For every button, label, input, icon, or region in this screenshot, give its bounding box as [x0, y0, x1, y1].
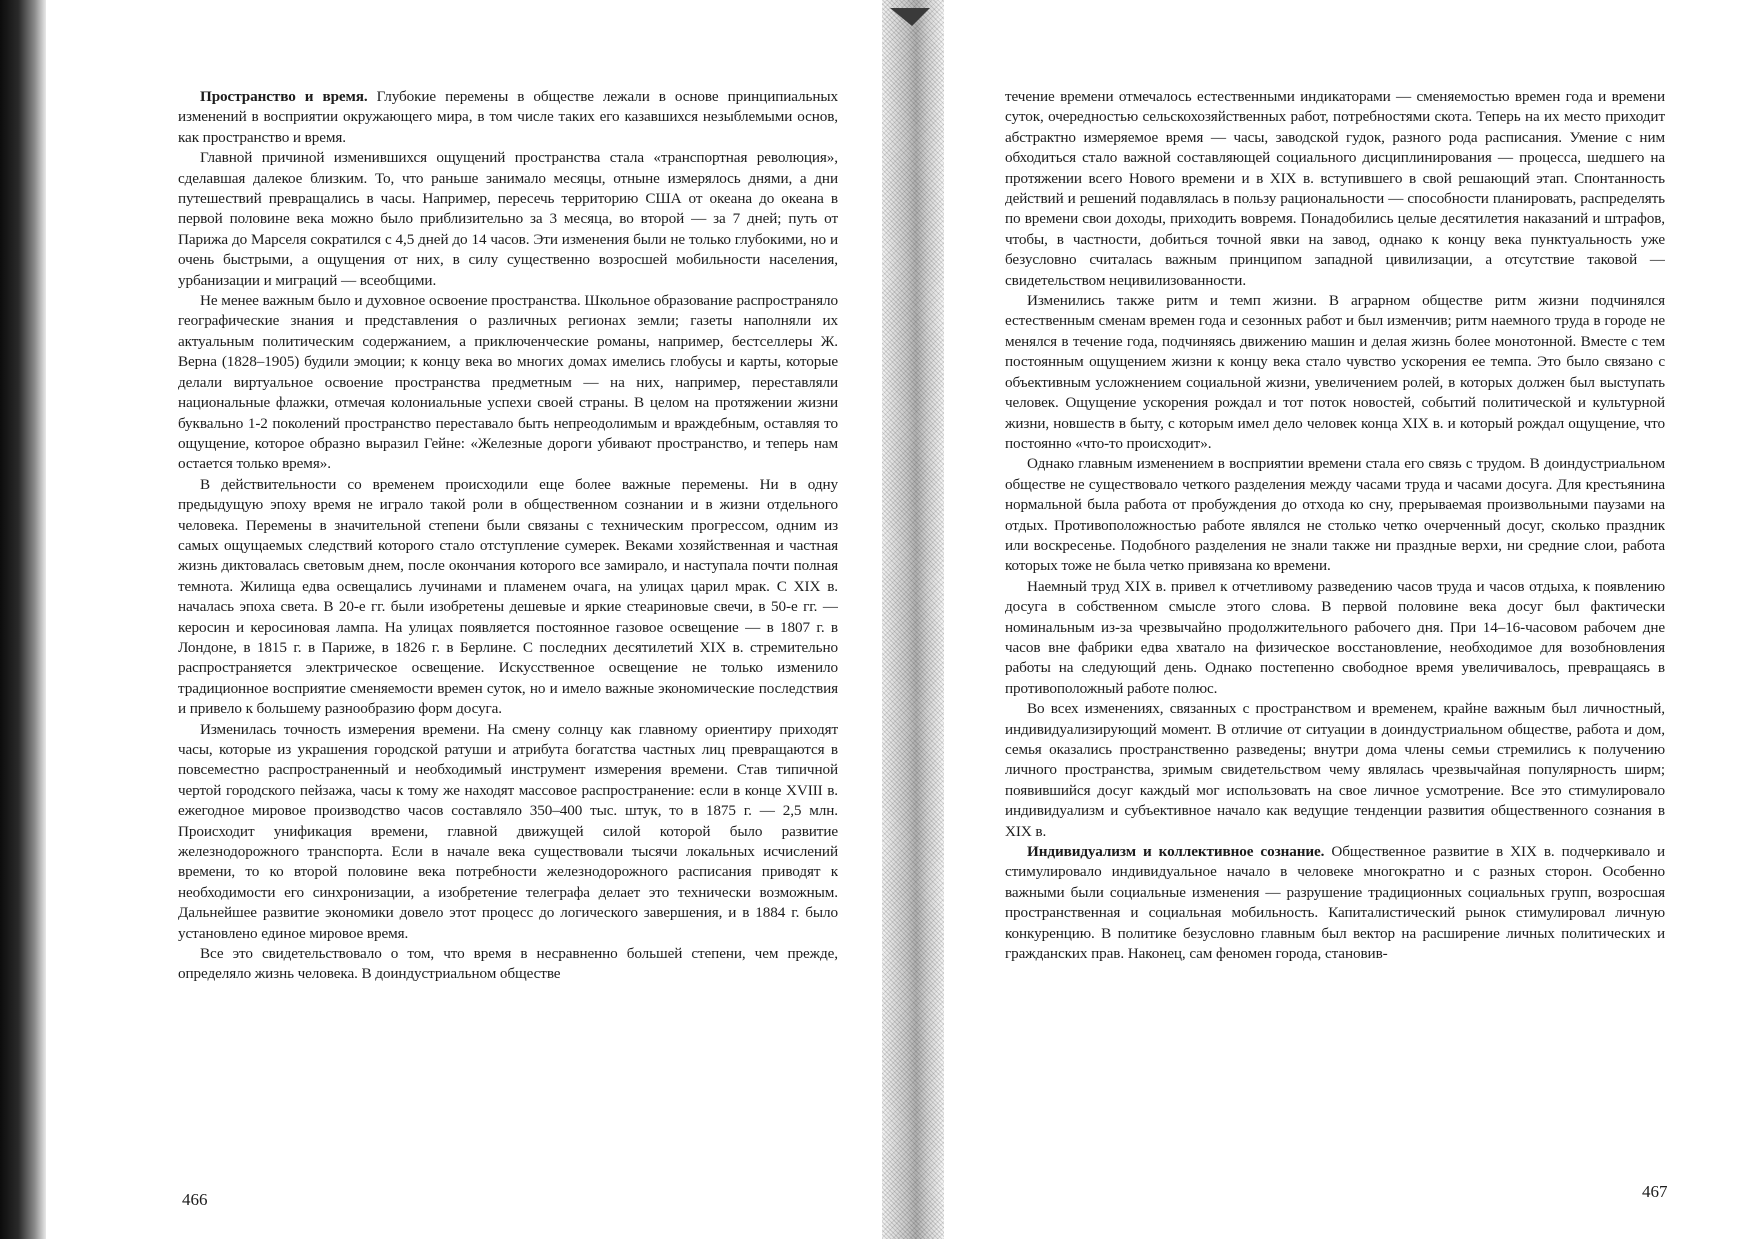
paragraph: Однако главным изменением в восприятии времени стала его связь с трудом. В доиндустриальном обществе не существовало четкого разделения между часами труда и часами досуга. Для крестьянина нормальной была работа от пробуждения до отхода ко сну, прерываемая произвольными паузами на отдых. Противоположностью работе являлся не столько четко очерченный досуг, сколько праздник или воскресенье. Подобного разделения не знали также ни праздные верхи, ни средние слои, работа которых тоже не была четко привязана ко времени.	[1005, 455, 1665, 575]
section-heading: Пространство и время.	[200, 88, 368, 105]
paragraph: Главной причиной изменившихся ощущений пространства стала «транспортная революция», сделавшая далекое близким. То, что раньше занимало месяцы, отныне измерялось днями, а дни путешествий превращались в часы. Например, пересечь территорию США от океана до океана в первой половине века можно было приблизительно за 3 месяца, во второй — за 7 дней; путь от Парижа до Марселя сократился с 4,5 дней до 14 часов. Эти изменения были не только глубокими, но и очень быстрыми, а ощущения от них, в силу существенно возросшей мобильности населения, урбанизации и миграций — всеобщими.	[178, 149, 838, 289]
paragraph: Индивидуализм и коллективное сознание. Общественное развитие в XIX в. подчеркивало и стимулировало индивидуальное начало в человеке многократно и с разных сторон. Особенно важными были социальные изменения — разрушение традиционных социальных групп, возросшая пространственная и социальная мобильность. Капиталистический рынок стимулировал личную конкуренцию. В политике безусловно главным был вектор на расширение личных политических и гражданских прав. Наконец, сам феномен города, становив-	[1005, 843, 1665, 963]
book-spine-shadow	[0, 0, 46, 1239]
paragraph: Не менее важным было и духовное освоение пространства. Школьное образование распространяло географические знания и представления о различных регионах земли; газеты наполняли их актуальным политическим содержанием, а приключенческие романы, например, бестселлеры Ж. Верна (1828–1905) будили эмоции; к концу века во многих домах имелись глобусы и карты, которые делали виртуальное освоение пространства предметным — на них, например, переставляли национальные флажки, отмечая колониальные успехи своей страны. В целом на протяжении жизни буквально 1-2 поколений пространство переставало быть непреодолимым и враждебным, оставляя то ощущение, которое образно выразил Гейне: «Железные дороги убивают пространство, и теперь нам остается только время».	[178, 292, 838, 473]
paragraph: Все это свидетельствовало о том, что время в несравненно большей степени, чем прежде, определяло жизнь человека. В доиндустриальном обществе	[178, 945, 838, 983]
paragraph: Пространство и время. Глубокие перемены в обществе лежали в основе принципиальных изменений в восприятии окружающего мира, в том числе таких его казавшихся незыблемыми основ, как пространство и время.	[178, 88, 838, 146]
paragraph: В действительности со временем происходили еще более важные перемены. Ни в одну предыдущую эпоху время не играло такой роли в общественном сознании и в жизни отдельного человека. Перемены в значительной степени были связаны с техническим прогрессом, одним из самых ощущаемых следствий которого стало отступление сумерек. Веками хозяйственная и частная жизнь диктовалась световым днем, после окончания которого все замирало, и наступала почти полная темнота. Жилища едва освещались лучинами и пламенем очага, на улицах царил мрак. С XIX в. началась эпоха света. В 20-е гг. были изобретены дешевые и яркие стеариновые свечи, в 50-е гг. — керосин и керосиновая лампа. На улицах появляется постоянное газовое освещение — в 1807 г. в Лондоне, в 1815 г. в Париже, в 1826 г. в Берлине. С последних десятилетий XIX в. стремительно распространяется электрическое освещение. Искусственное освещение не только изменило традиционное восприятие сменяемости времен суток, но и имело важные экономические последствия и привело к большему разнообразию форм досуга.	[178, 475, 838, 718]
book-gutter	[882, 0, 944, 1239]
paragraph: Изменились также ритм и темп жизни. В аграрном обществе ритм жизни подчинялся естественным сменам времен года и сезонных работ и был изменчив; ритм наемного труда в городе не менялся в течение года, подчиняясь движению машин и делая жизнь более монотонной. Вместе с тем постоянным ощущением жизни к концу века стало чувство ускорения ее темпа. Это было связано с объективным усложнением социальной жизни, увеличением ролей, в которых должен был выступать человек. Ощущение ускорения рождал и тот поток новостей, событий политической и культурной жизни, новшеств в быту, с которым имел дело человек конца XIX в. и который рождал ощущение, что постоянно «что-то происходит».	[1005, 292, 1665, 452]
page-number-right: 467	[1642, 1182, 1668, 1201]
right-page	[1005, 87, 1665, 1137]
section-heading: Индивидуализм и коллективное сознание.	[1027, 843, 1325, 861]
paragraph: течение времени отмечалось естественными индикаторами — сменяемостью времен года и времени суток, очередностью сельскохозяйственных работ, потребностями скота. Теперь на их место приходит абстрактно измеряемое время — часы, заводской гудок, разного рода расписания. Умение с ним обходиться стало важной составляющей социального дисциплинирования — процесса, шедшего на протяжении всего Нового времени и в XIX в. вступившего в свой решающий этап. Спонтанность действий и решений подавлялась в пользу рациональности — способности планировать, распределять по времени свои доходы, приходить вовремя. Понадобились целые десятилетия наказаний и штрафов, чтобы, в частности, добиться точной явки на завод, однако к концу века пунктуальность уже безусловно считалась важным принципом западной цивилизации, а отсутствие таковой — свидетельством нецивилизованности.	[1005, 88, 1665, 289]
paragraph: Во всех изменениях, связанных с пространством и временем, крайне важным был личностный, индивидуализирующий момент. В отличие от ситуации в доиндустриальном обществе, работа и дом, семья оказались пространственно разведены; внутри дома члены семьи стремились к получению личного пространства, зримым свидетельством чему являлась чрезвычайная популярность ширм; появившийся досуг каждый мог использовать на свое личное усмотрение. Все это стимулировало индивидуализм и субъективное начало как ведущие тенденции развития общественного сознания в XIX в.	[1005, 700, 1665, 840]
page-number-left: 466	[182, 1190, 208, 1209]
paragraph: Наемный труд XIX в. привел к отчетливому разведению часов труда и часов отдыха, к появлению досуга в собственном смысле этого слова. В первой половине века досуг был фактически номинальным из-за чрезвычайно продолжительного рабочего дня. При 14–16-часовом рабочем дне часов вне фабрики едва хватало на физическое восстановление, необходимое для возобновления работы на следующий день. Однако постепенно свободное время увеличивалось, превращаясь в противоположный работе полюс.	[1005, 577, 1665, 697]
paragraph: Изменилась точность измерения времени. На смену солнцу как главному ориентиру приходят часы, которые из украшения городской ратуши и атрибута богатства частных лиц превращаются в повсеместно распространенный и необходимый инструмент измерения времени. Став типичной чертой городского пейзажа, часы к тому же находят массовое распространение: если в конце XVIII в. ежегодное мировое производство часов составляло 350–400 тыс. штук, то в 1875 г. — 2,5 млн. Происходит унификация времени, главной движущей силой которой было развитие железнодорожного транспорта. Если в начале века существовали тысячи локальных исчислений времени, то ко второй половине века потребности железнодорожного расписания приводят к необходимости его синхронизации, а изобретение телеграфа делает это технически возможным. Дальнейшее развитие экономики довело этот процесс до логического завершения, и в 1884 г. было установлено единое мировое время.	[178, 720, 838, 942]
left-page	[178, 87, 838, 1137]
